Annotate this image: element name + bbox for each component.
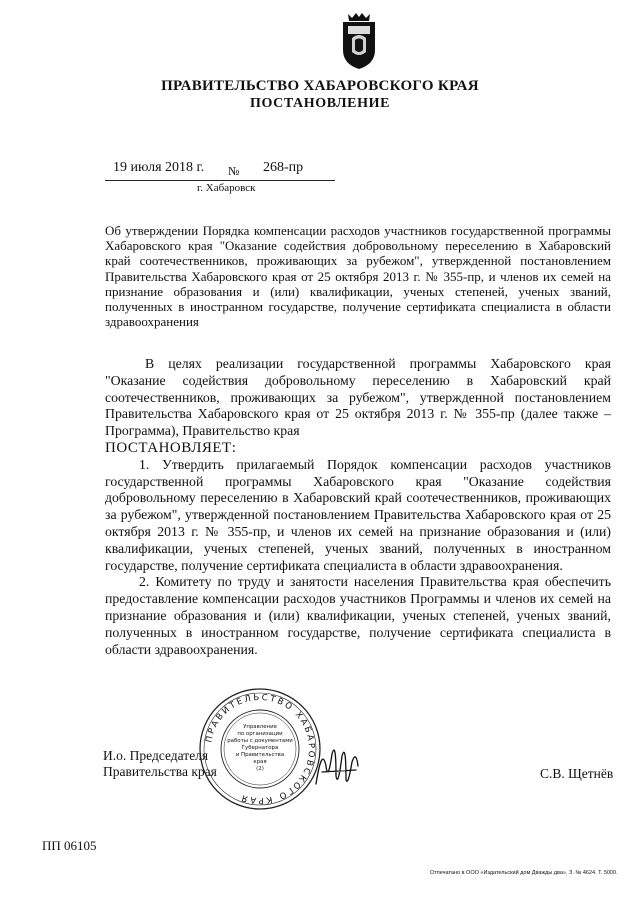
seal-line-6: края [253, 759, 267, 765]
official-seal [197, 686, 323, 812]
seal-line-4: Губернатора [241, 745, 279, 751]
seal-line-1: Управление [243, 724, 277, 730]
number-sign: № [228, 164, 240, 178]
printer-note: Отпечатано в ООО «Издательский дом Дважды два». З. № 4624. Т. 5000. [430, 870, 618, 876]
item-1-paragraph: 1. Утвердить прилагаемый Порядок компенсации расходов участников государственной программы Хабаровского края "Оказание содействия добровольному переселению в Хабаровский край соотечественников, проживающих за рубежом", утвержденной постановлением Правительства Хабаровского края от 25 октября 2013 г. № 355-пр, и членов их семей на признание образования и (или) квалификации, ученых степеней, ученых званий, полученных в иностранном государстве, получение сертификата специалиста в области здравоохранения. [105, 456, 611, 573]
document-date: 19 июля 2018 г. [113, 160, 205, 175]
document-number: 268-пр [263, 160, 304, 175]
city: г. Хабаровск [197, 182, 256, 194]
document-id: ПП 06105 [42, 838, 97, 853]
signer-title-line-2: Правительства края [103, 764, 217, 779]
seal-line-2: по организации [237, 731, 283, 737]
document-body [105, 356, 611, 658]
seal-line-7: (2) [256, 766, 264, 772]
coat-of-arms-icon [340, 12, 378, 70]
seal-line-5: и Правительства [235, 752, 285, 758]
preamble-paragraph: В целях реализации государственной программы Хабаровского края "Оказание содействия добровольному переселению в Хабаровский край соотечественников, проживающих за рубежом", утвержденной постановлением Правительства Хабаровского края от 25 октября 2013 г. № 355-пр (далее также – Программа), Правительство края [105, 356, 611, 439]
date-number-line [105, 160, 335, 181]
handwritten-signature [312, 736, 362, 796]
organization-name: ПРАВИТЕЛЬСТВО ХАБАРОВСКОГО КРАЯ [161, 78, 479, 94]
resolves-heading: ПОСТАНОВЛЯЕТ: [105, 439, 237, 456]
document-subject: Об утверждении Порядка компенсации расходов участников государственной программы Хабаровского края "Оказание содействия добровольному переселению в Хабаровский край соотечественников, проживающих за рубежом", утвержденной постановлением Правительства Хабаровского края от 25 октября 2013 г. № 355-пр, и членов их семей на признание образования и (или) квалификации, ученых степеней, ученых званий, полученных в иностранном государстве, получение сертификата специалиста в области здравоохранения [105, 223, 611, 330]
signer-title-line-1: И.о. Председателя [103, 748, 209, 763]
document-type: ПОСТАНОВЛЕНИЕ [249, 96, 391, 111]
item-2-paragraph: 2. Комитету по труду и занятости населения Правительства края обеспечить предоставление компенсации расходов участников Программы и членов их семей на признание образования и (или) квалификации, ученых степеней, ученых званий, полученных в иностранном государстве, получение сертификата специалиста в области здравоохранения. [105, 574, 611, 657]
seal-line-3: работы с документами [227, 738, 293, 744]
seal-ring-text: ПРАВИТЕЛЬСТВО ХАБАРОВСКОГО КРАЯ [204, 692, 317, 806]
signer-name: С.В. Щетнёв [540, 766, 614, 781]
